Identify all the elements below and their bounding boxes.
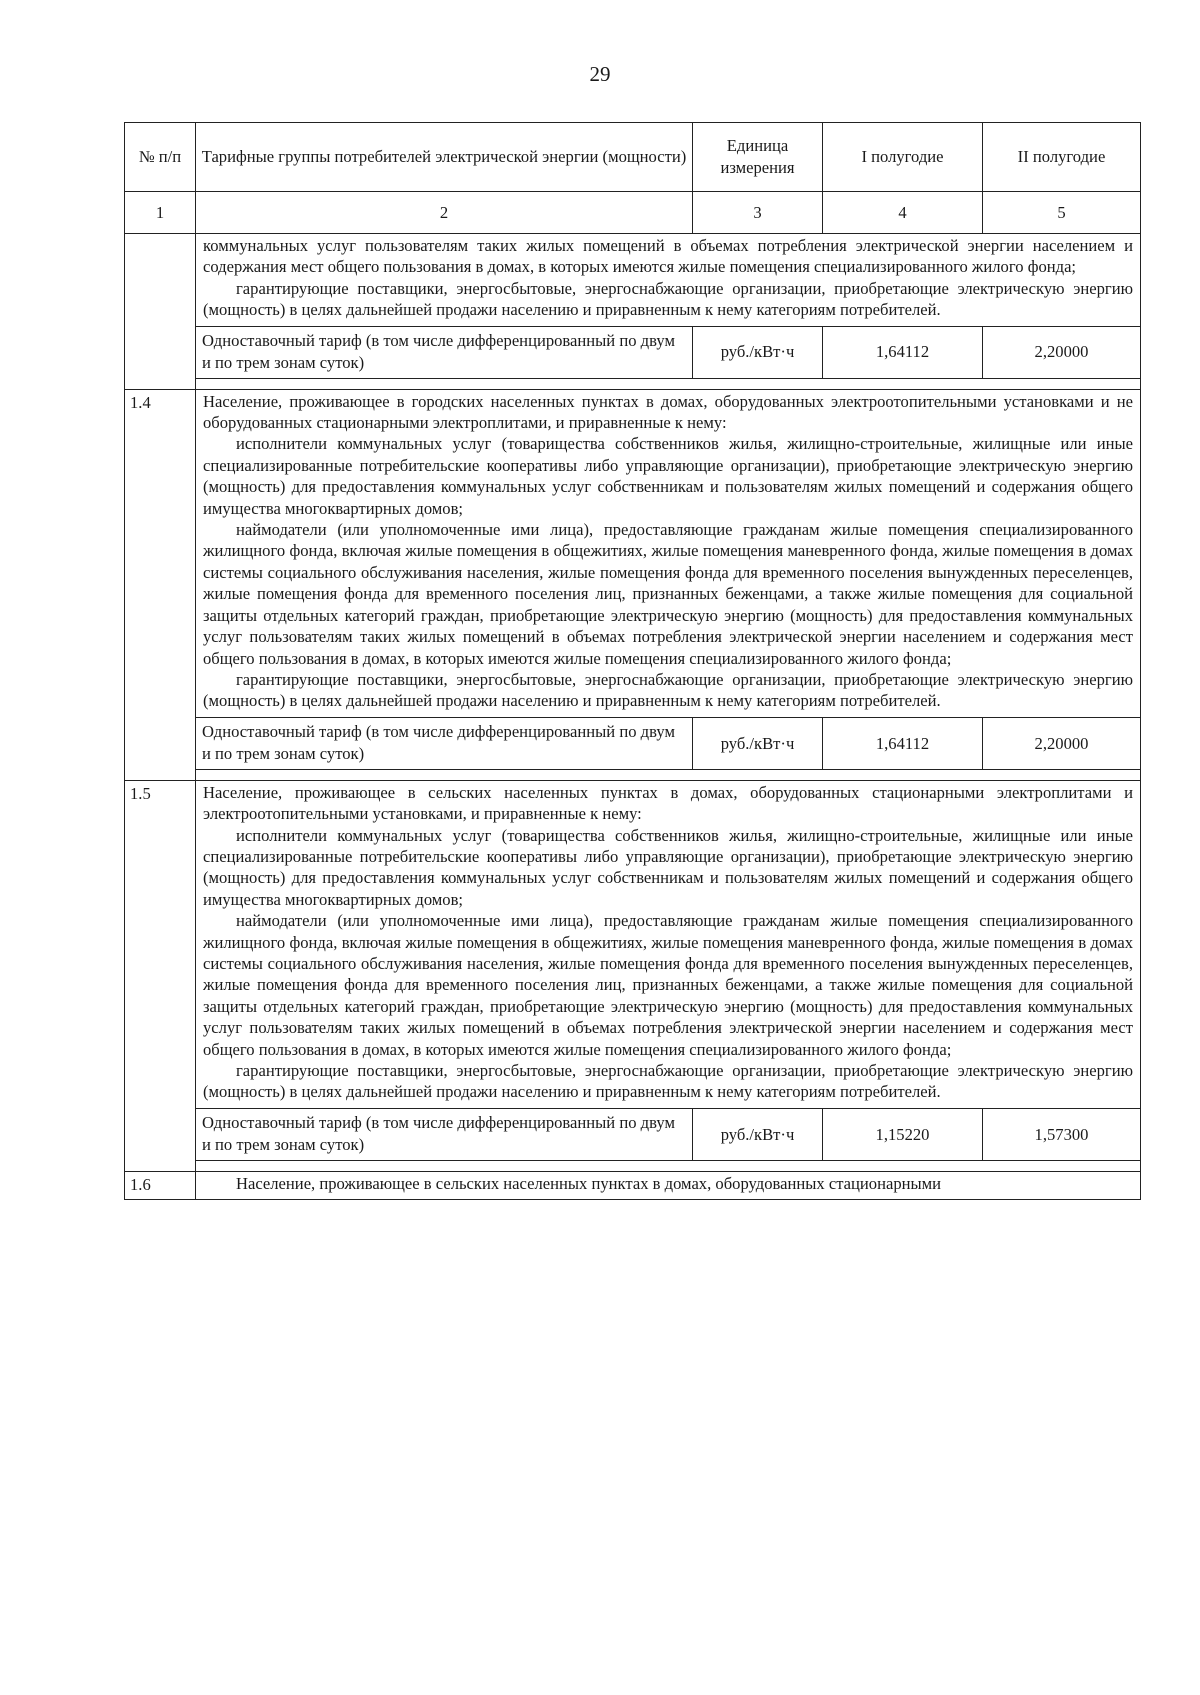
description-paragraph: гарантирующие поставщики, энергосбытовые, энергоснабжающие организации, приобретающие электрическую энергию (мощность) в целях дальнейшей продажи населению и приравненным к нему категориям потребителей.	[203, 669, 1133, 711]
tariff-h1-value: 1,15220	[823, 1108, 983, 1160]
consumer-group-description	[196, 780, 1141, 1108]
description-paragraph: гарантирующие поставщики, энергосбытовые, энергоснабжающие организации, приобретающие электрическую энергию (мощность) в целях дальнейшей продажи населению и приравненным к нему категориям потребителей.	[203, 1061, 1133, 1102]
row-number: 1.4	[125, 389, 196, 780]
table-row	[125, 389, 1141, 717]
tariff-row	[125, 717, 1141, 769]
table-body	[125, 234, 1141, 1200]
tariff-h2-value: 2,20000	[983, 717, 1141, 769]
table-row	[125, 1171, 1141, 1199]
row-number: 1.6	[125, 1171, 196, 1199]
description-paragraph: Население, проживающее в сельских населенных пунктах в домах, оборудованных стационарными электроплитами и электроотопительными установками, и приравненные к нему:	[203, 782, 1133, 824]
description-paragraph: Население, проживающее в сельских населенных пунктах в домах, оборудованных стационарными	[236, 1173, 942, 1193]
tariff-row	[125, 326, 1141, 378]
tariff-unit: руб./кВт·ч	[693, 717, 823, 769]
tariff-row	[125, 1108, 1141, 1160]
consumer-group-description	[196, 1171, 1141, 1199]
block-gap-row	[125, 1160, 1141, 1171]
tariff-h1-value: 1,64112	[823, 326, 983, 378]
table-header-row	[125, 123, 1141, 192]
column-index: 5	[983, 192, 1141, 234]
tariff-label: Одноставочный тариф (в том числе дифференцированный по двум и по трем зонам суток)	[196, 1108, 693, 1160]
column-index-row	[125, 192, 1141, 234]
tariff-table	[124, 122, 1141, 1200]
consumer-group-description	[196, 234, 1141, 327]
description-paragraph: коммунальных услуг пользователям таких жилых помещений в объемах потребления электрической энергии населением и содержания мест общего пользования в домах, в которых имеются жилые помещения специализированного жилого фонда;	[203, 236, 1133, 277]
header-h2: II полугодие	[983, 123, 1141, 192]
consumer-group-description	[196, 389, 1141, 717]
tariff-unit: руб./кВт·ч	[693, 1108, 823, 1160]
tariff-label: Одноставочный тариф (в том числе дифференцированный по двум и по трем зонам суток)	[196, 326, 693, 378]
description-paragraph: гарантирующие поставщики, энергосбытовые, энергоснабжающие организации, приобретающие электрическую энергию (мощность) в целях дальнейшей продажи населению и приравненным к нему категориям потребителей.	[203, 278, 1133, 320]
block-gap-row	[125, 769, 1141, 780]
block-gap	[196, 769, 1141, 780]
column-index: 4	[823, 192, 983, 234]
description-paragraph: Население, проживающее в городских населенных пунктах в домах, оборудованных электроотопительными установками и не оборудованных стационарными электроплитами, и приравненные к нему:	[203, 391, 1133, 433]
row-number: 1.5	[125, 780, 196, 1171]
description-paragraph: исполнители коммунальных услуг (товарищества собственников жилья, жилищно-строительные, жилищные или иные специализированные потребительские кооперативы либо управляющие организации), приобретающие электрическую энергию (мощность) для предоставления коммунальных услуг собственникам и пользователям жилых помещений и содержания общего имущества многоквартирных домов;	[203, 825, 1133, 909]
tariff-h1-value: 1,64112	[823, 717, 983, 769]
column-index: 3	[693, 192, 823, 234]
block-gap	[196, 378, 1141, 389]
header-unit: Единица измерения	[693, 123, 823, 192]
table-row	[125, 234, 1141, 327]
row-number	[125, 234, 196, 390]
block-gap-row	[125, 378, 1141, 389]
tariff-unit: руб./кВт·ч	[693, 326, 823, 378]
column-index: 2	[196, 192, 693, 234]
header-group: Тарифные группы потребителей электрической энергии (мощности)	[196, 123, 693, 192]
description-paragraph: исполнители коммунальных услуг (товарищества собственников жилья, жилищно-строительные, жилищные или иные специализированные потребительские кооперативы либо управляющие организации), приобретающие электрическую энергию (мощность) для предоставления коммунальных услуг собственникам и пользователям жилых помещений и содержания общего имущества многоквартирных домов;	[203, 434, 1133, 518]
tariff-h2-value: 2,20000	[983, 326, 1141, 378]
header-num: № п/п	[125, 123, 196, 192]
page-number: 29	[589, 62, 611, 86]
tariff-label: Одноставочный тариф (в том числе дифференцированный по двум и по трем зонам суток)	[196, 717, 693, 769]
block-gap	[196, 1160, 1141, 1171]
description-paragraph: наймодатели (или уполномоченные ими лица), предоставляющие гражданам жилые помещения специализированного жилищного фонда, включая жилые помещения в общежитиях, жилые помещения маневренного фонда, жилые помещения в домах системы социального обслуживания населения, жилые помещения фонда для временного поселения вынужденных переселенцев, жилые помещения фонда для временного поселения лиц, признанных беженцами, а также жилые помещения для социальной защиты отдельных категорий граждан, приобретающие электрическую энергию (мощность) для предоставления коммунальных услуг пользователям таких жилых помещений в объемах потребления электрической энергии населением и содержания мест общего пользования в домах, в которых имеются жилые помещения специализированного жилого фонда;	[203, 911, 1133, 1059]
tariff-h2-value: 1,57300	[983, 1108, 1141, 1160]
description-paragraph: наймодатели (или уполномоченные ими лица), предоставляющие гражданам жилые помещения специализированного жилищного фонда, включая жилые помещения в общежитиях, жилые помещения маневренного фонда, жилые помещения в домах системы социального обслуживания населения, жилые помещения фонда для временного поселения вынужденных переселенцев, жилые помещения фонда для временного поселения лиц, признанных беженцами, а также жилые помещения для социальной защиты отдельных категорий граждан, приобретающие электрическую энергию (мощность) для предоставления коммунальных услуг пользователям таких жилых помещений в объемах потребления электрической энергии населением и содержания мест общего пользования в домах, в которых имеются жилые помещения специализированного жилого фонда;	[203, 520, 1133, 668]
column-index: 1	[125, 192, 196, 234]
table-row	[125, 780, 1141, 1108]
header-h1: I полугодие	[823, 123, 983, 192]
